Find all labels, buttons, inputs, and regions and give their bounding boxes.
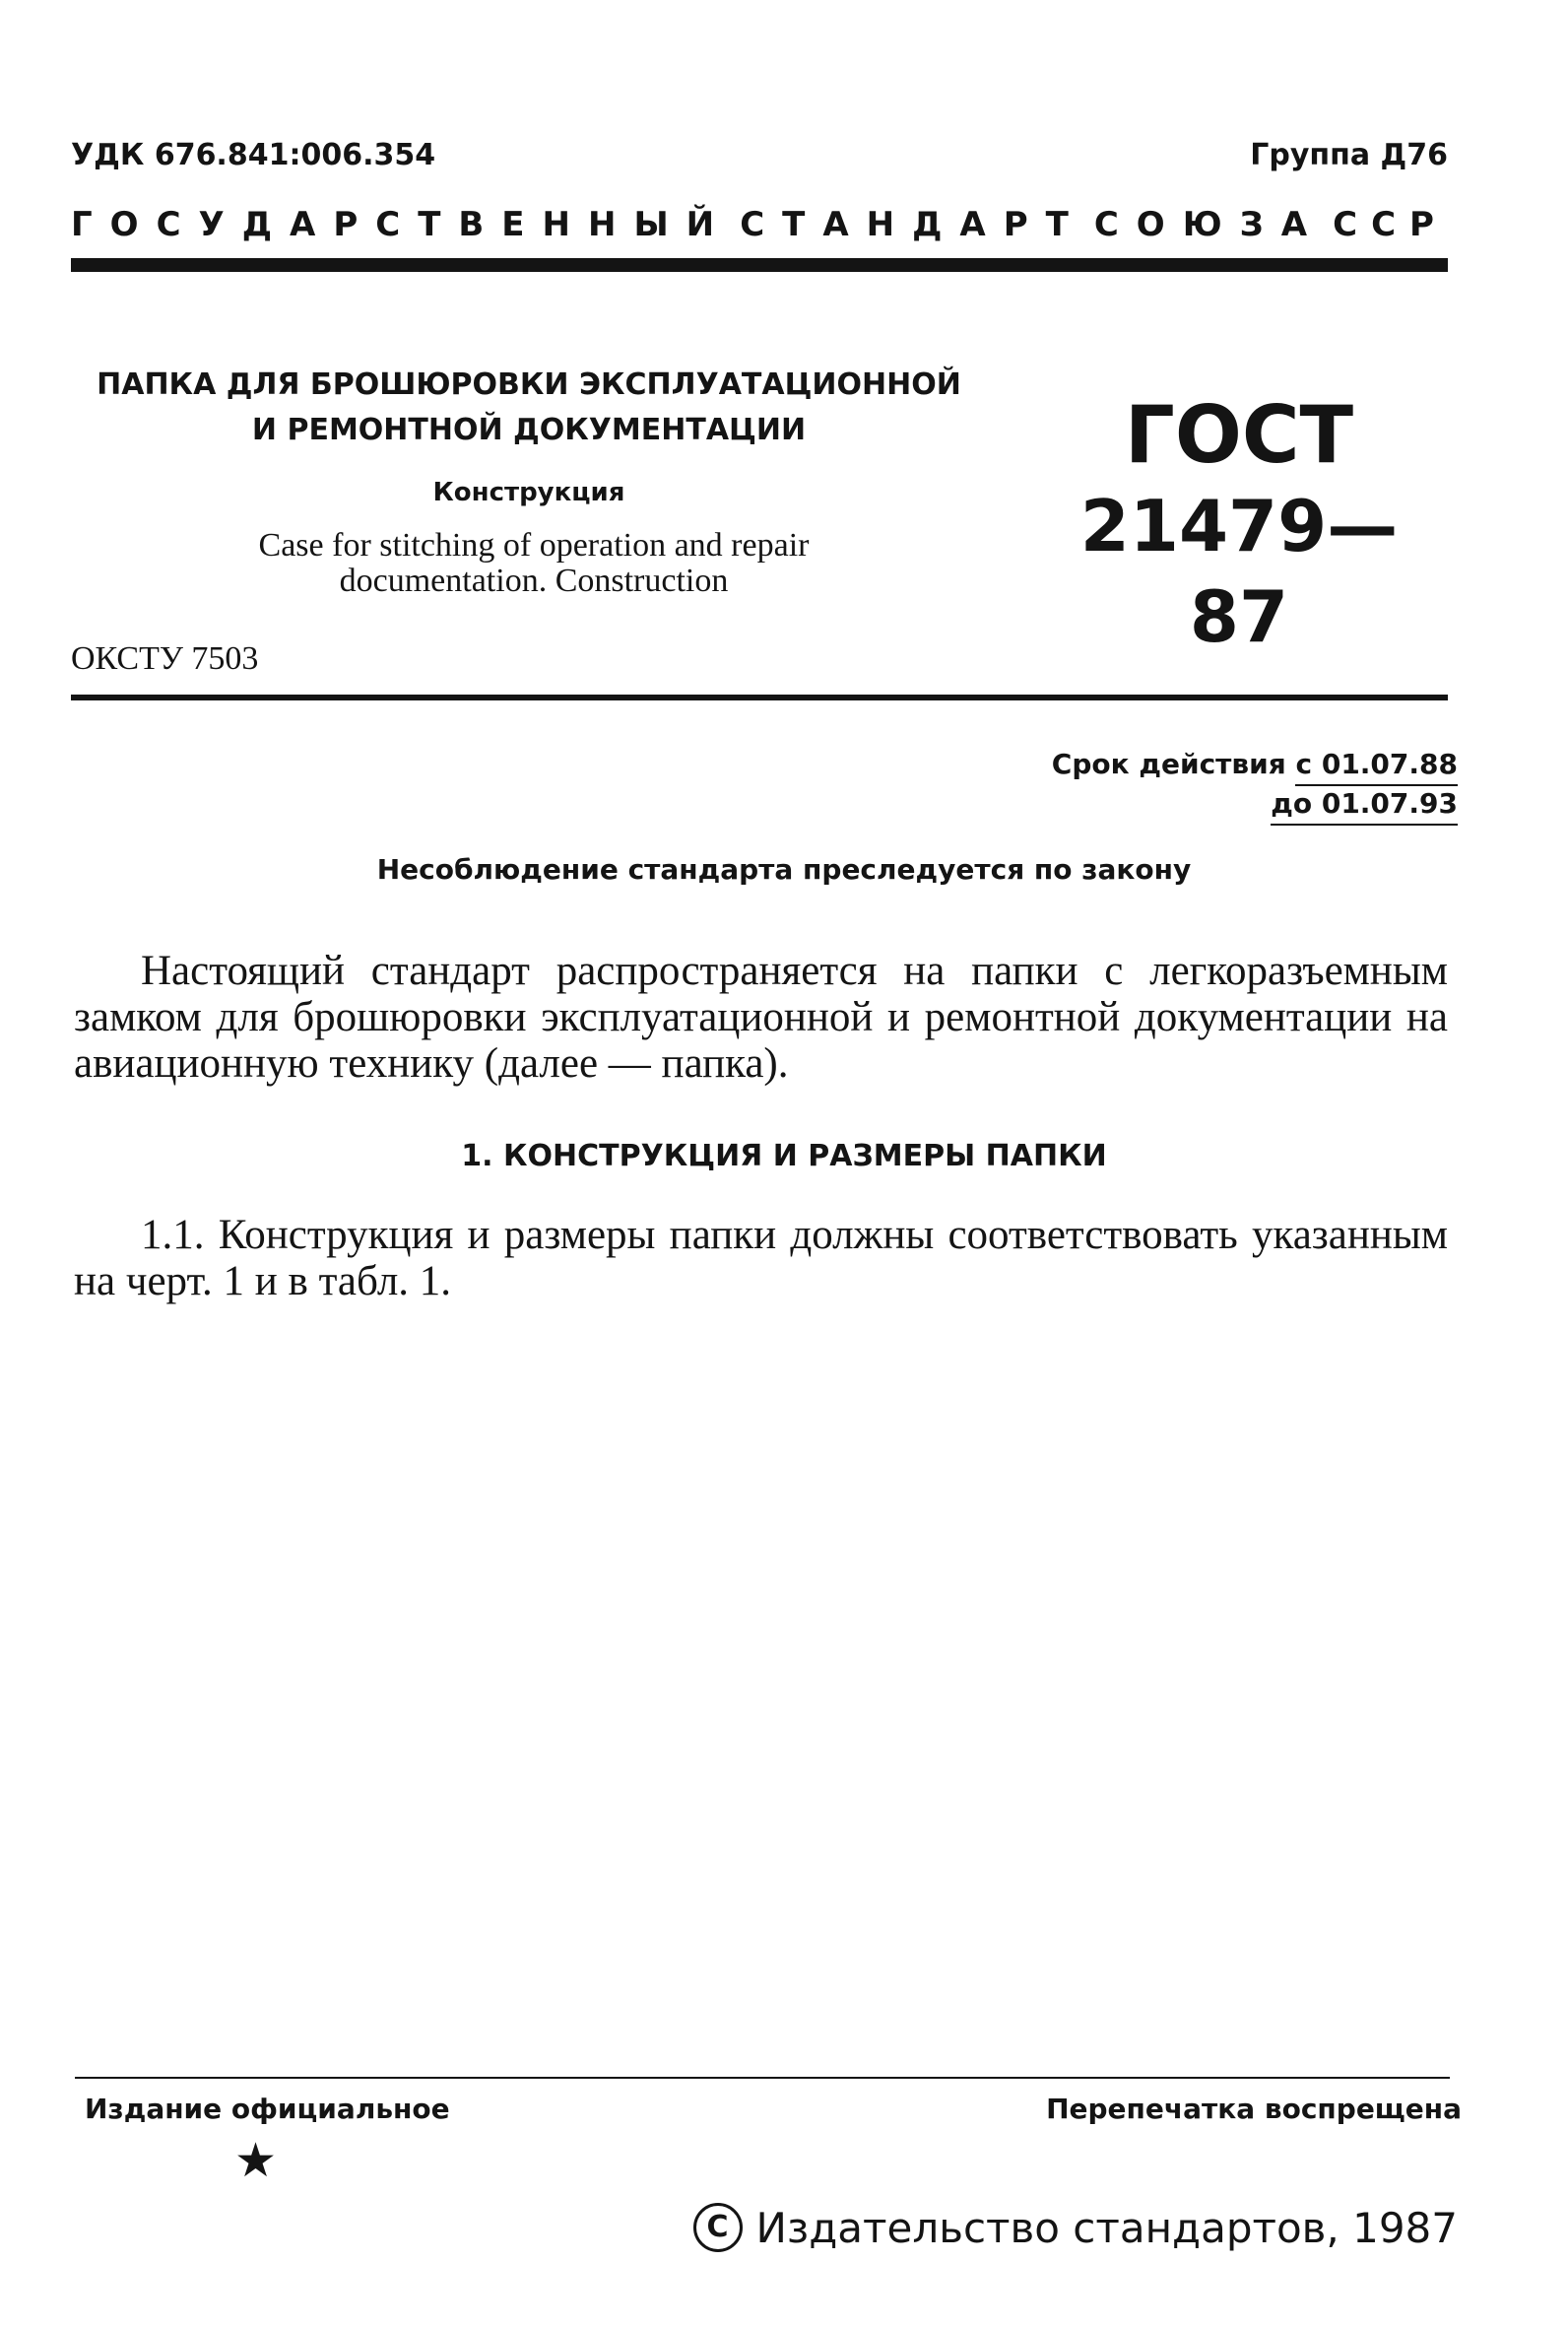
validity-from: с 01.07.88 <box>1295 748 1458 786</box>
header-rule <box>71 258 1448 272</box>
document-title-line-1: ПАПКА ДЛЯ БРОШЮРОВКИ ЭКСПЛУАТАЦИОННОЙ <box>97 367 961 402</box>
english-title: Case for stitching of operation and repair documentation. Construction <box>258 527 810 599</box>
validity-to: до 01.07.93 <box>1271 787 1458 826</box>
copyright-text: Издательство стандартов, 1987 <box>755 2203 1458 2252</box>
document-subtitle: Конструкция <box>432 478 625 507</box>
edition-note: Издание официальное <box>85 2093 450 2125</box>
group-code: Группа Д76 <box>1250 138 1448 172</box>
state-standard-heading <box>71 205 1448 244</box>
validity-period <box>1052 745 1458 824</box>
reprint-note: Перепечатка воспрещена <box>1046 2093 1462 2125</box>
gost-designation <box>1032 390 1446 662</box>
section-heading: 1. КОНСТРУКЦИЯ И РАЗМЕРЫ ПАПКИ <box>461 1139 1107 1173</box>
state-standard-word: СТАНДАРТ <box>740 205 1086 244</box>
udk-code: УДК 676.841:006.354 <box>71 138 436 172</box>
gost-number: 21479—87 <box>1079 485 1399 658</box>
state-standard-word: ГОСУДАРСТВЕННЫЙ <box>71 205 733 244</box>
star-icon: ★ <box>234 2133 278 2188</box>
clause-1-1: 1.1. Конструкция и размеры папки должны соответствовать указанным на черт. 1 и в табл. 1. <box>74 1212 1448 1304</box>
copyright-icon: C <box>693 2203 743 2252</box>
document-title-line-2: И РЕМОНТНОЙ ДОКУМЕНТАЦИИ <box>251 413 807 447</box>
copyright-line <box>693 2203 1458 2252</box>
state-standard-word: ССР <box>1333 205 1448 244</box>
okstu-code: ОКСТУ 7503 <box>71 640 259 677</box>
footer-rule <box>75 2077 1450 2079</box>
gost-label: ГОСТ <box>1124 389 1354 481</box>
state-standard-word: СОЮЗА <box>1093 205 1326 244</box>
legal-notice: Несоблюдение стандарта преследуется по закону <box>376 853 1192 886</box>
title-block <box>71 363 987 599</box>
title-rule <box>71 695 1448 700</box>
intro-paragraph: Настоящий стандарт распространяется на папки с легкоразъемным замком для брошюровки эксплуатационной и ремонтной документации на авиационную технику (далее — папка). <box>74 948 1448 1087</box>
validity-label: Срок действия <box>1051 748 1286 780</box>
